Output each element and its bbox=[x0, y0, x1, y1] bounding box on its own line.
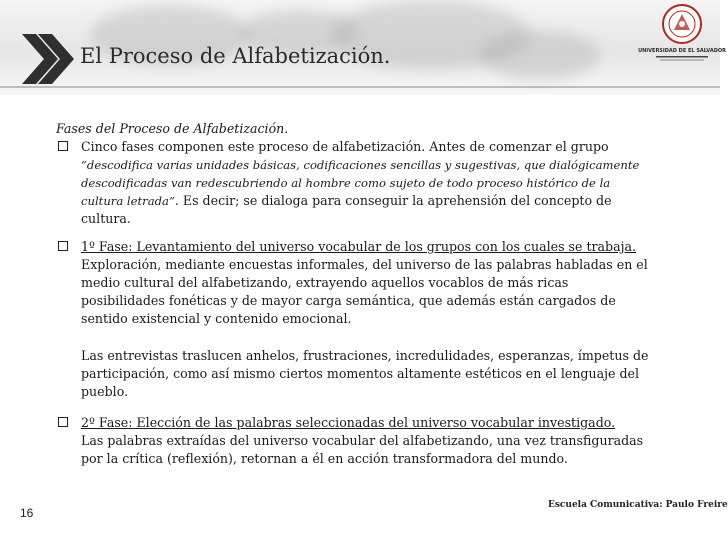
checkbox-bullet-icon bbox=[58, 417, 68, 427]
list-item-phase-2 bbox=[56, 414, 656, 468]
checkbox-bullet-icon bbox=[58, 141, 68, 151]
university-seal-icon bbox=[638, 2, 726, 64]
list-item-phase-1 bbox=[56, 238, 656, 328]
checkbox-bullet-icon bbox=[58, 241, 68, 251]
map-background-shape bbox=[480, 30, 600, 80]
header-divider bbox=[0, 86, 720, 88]
header-banner bbox=[0, 0, 726, 95]
phase-2-body: Las palabras extraídas del universo vocabular del alfabetizando, una vez transfiguradas por la crítica (reflexión), retornan a él en acción transformadora del mundo. bbox=[81, 433, 644, 466]
page-number: 16 bbox=[20, 506, 34, 520]
list-item-intro bbox=[56, 138, 656, 228]
logo-text: UNIVERSIDAD DE EL SALVADOR bbox=[638, 48, 726, 54]
page-title: El Proceso de Alfabetización. bbox=[80, 44, 391, 68]
phase-1-body: Exploración, mediante encuestas informales, del universo de las palabras habladas en el medio cultural del alfabetizando, extrayendo aquellos vocablos de más ricas posibilidades fonéticas y de mayor carga semántica, que además están cargados de sentido existencial y contenido emocional. bbox=[81, 257, 648, 326]
intro-text: Cinco fases componen este proceso de alfabetización. Antes de comenzar el grupo bbox=[81, 139, 609, 154]
section-subtitle: Fases del Proceso de Alfabetización. bbox=[56, 121, 289, 136]
phase-1-paragraph: Las entrevistas traslucen anhelos, frustraciones, incredulidades, esperanzas, ímpetus de participación, como así mismo ciertos momentos altamente estéticos en el lenguaje del pueblo. bbox=[81, 348, 649, 399]
intro-quote: “descodifica varias unidades básicas, codificaciones sencillas y sugestivas, que dialógicamente descodificadas van redescubriendo al hombre como sujeto de todo proceso histórico de la cultura letrada” bbox=[81, 158, 640, 208]
phase-1-heading: 1º Fase: Levantamiento del universo vocabular de los grupos con los cuales se trabaja. bbox=[81, 239, 637, 254]
intro-conclusion: . Es decir; se dialoga para conseguir la aprehensión del concepto de cultura. bbox=[81, 193, 612, 226]
slide-content bbox=[56, 120, 656, 468]
footer-caption: Escuela Comunicativa: Paulo Freire bbox=[548, 500, 728, 510]
phase-2-heading: 2º Fase: Elección de las palabras seleccionadas del universo vocabular investigado. bbox=[81, 415, 616, 430]
double-chevron-icon bbox=[22, 34, 74, 84]
